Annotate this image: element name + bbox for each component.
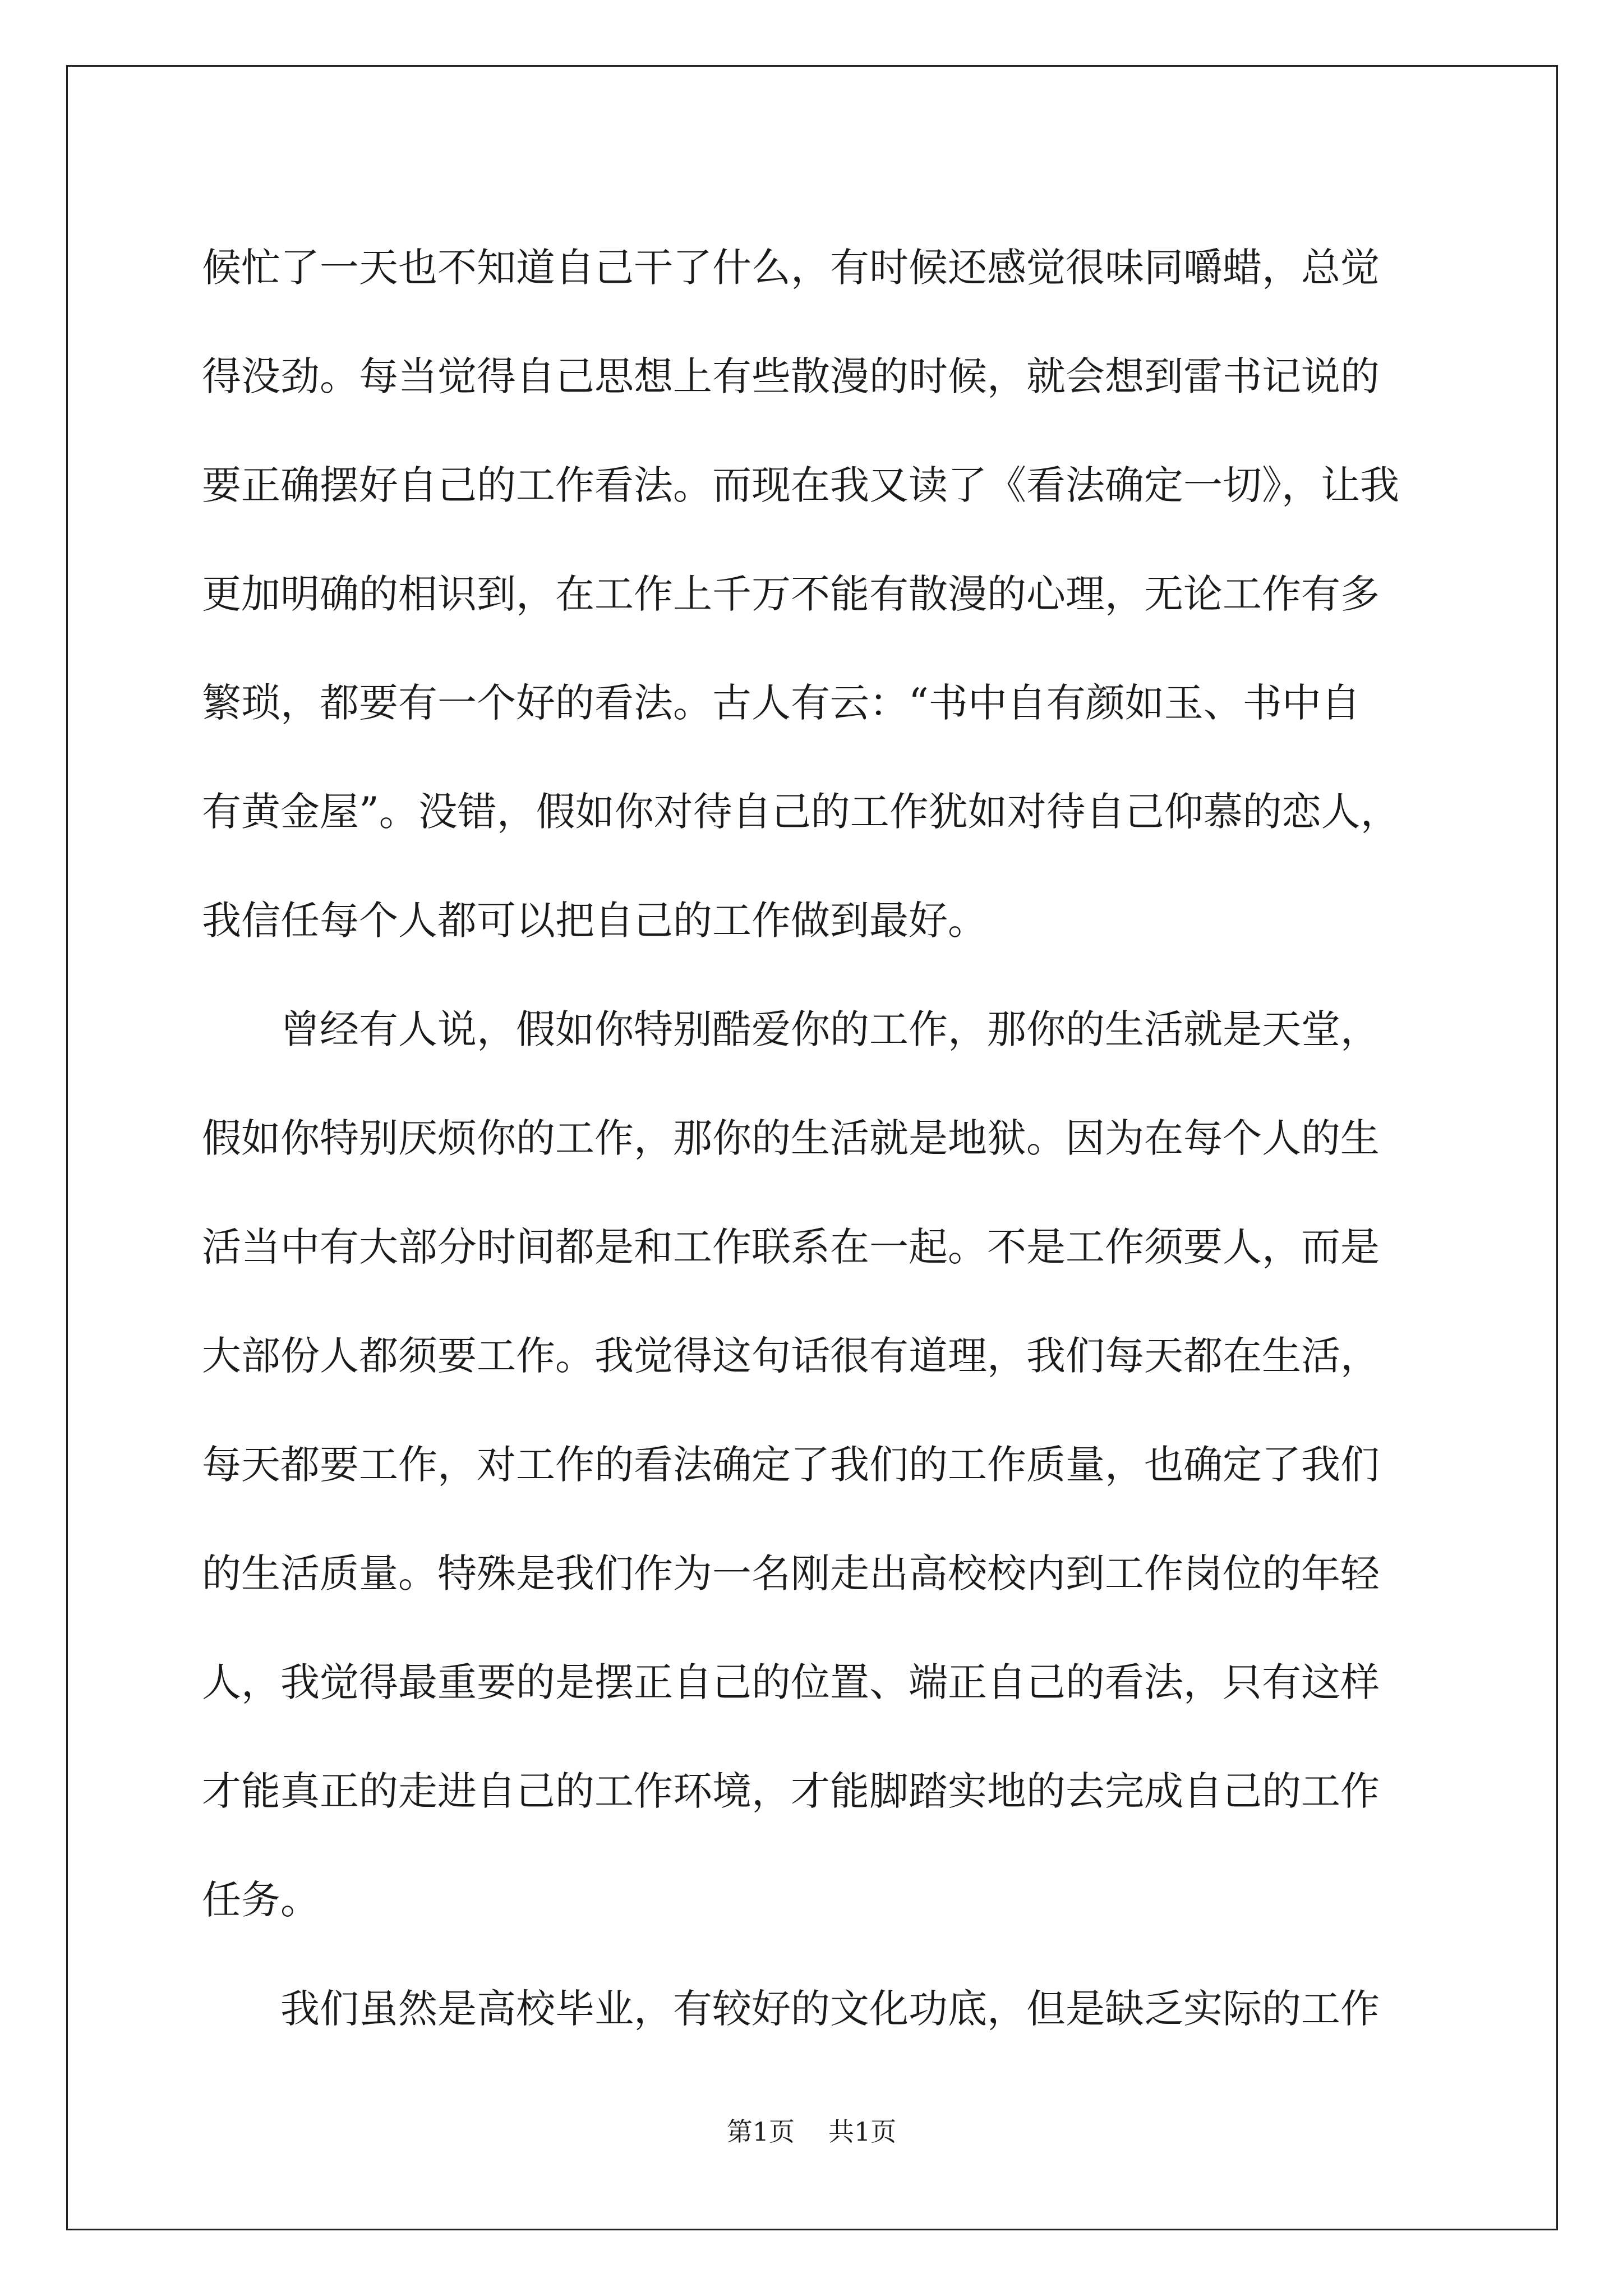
text-line: 候忙了一天也不知道自己干了什么，有时候还感觉很味同嚼蜡，总觉 xyxy=(202,245,1380,291)
text-line: 更加明确的相识到，在工作上千万不能有散漫的心理，无论工作有多 xyxy=(202,571,1380,617)
text-line: 的生活质量。特殊是我们作为一名刚走出高校校内到工作岗位的年轻 xyxy=(202,1550,1380,1596)
page-footer xyxy=(0,2115,1623,2148)
text-line: 每天都要工作，对工作的看法确定了我们的工作质量，也确定了我们 xyxy=(202,1442,1380,1488)
text-line: 我信任每个人都可以把自己的工作做到最好。 xyxy=(202,898,987,944)
paragraph-start-line: 我们虽然是高校毕业，有较好的文化功底，但是缺乏实际的工作 xyxy=(280,1986,1380,2032)
text-line: 才能真正的走进自己的工作环境，才能脚踏实地的去完成自己的工作 xyxy=(202,1768,1380,1814)
text-line: 得没劲。每当觉得自己思想上有些散漫的时候，就会想到雷书记说的 xyxy=(202,353,1380,399)
text-line: 有黄金屋”。没错，假如你对待自己的工作犹如对待自己仰慕的恋人， xyxy=(202,789,1400,835)
page-total: 共1页 xyxy=(828,2116,897,2147)
paragraph-start-line: 曾经有人说，假如你特别酷爱你的工作，那你的生活就是天堂， xyxy=(280,1006,1380,1052)
text-line: 人，我觉得最重要的是摆正自己的位置、端正自己的看法，只有这样 xyxy=(202,1659,1380,1705)
page-number: 第1页 xyxy=(726,2116,795,2147)
text-line: 活当中有大部分时间都是和工作联系在一起。不是工作须要人，而是 xyxy=(202,1224,1380,1270)
text-line: 大部份人都须要工作。我觉得这句话很有道理，我们每天都在生活， xyxy=(202,1333,1380,1379)
document-body xyxy=(202,213,1436,2063)
text-line: 繁琐，都要有一个好的看法。古人有云：“书中自有颜如玉、书中自 xyxy=(202,680,1361,726)
text-line: 假如你特别厌烦你的工作，那你的生活就是地狱。因为在每个人的生 xyxy=(202,1115,1380,1161)
text-line: 任务。 xyxy=(202,1877,320,1923)
text-line: 要正确摆好自己的工作看法。而现在我又读了《看法确定一切》，让我 xyxy=(202,462,1399,508)
